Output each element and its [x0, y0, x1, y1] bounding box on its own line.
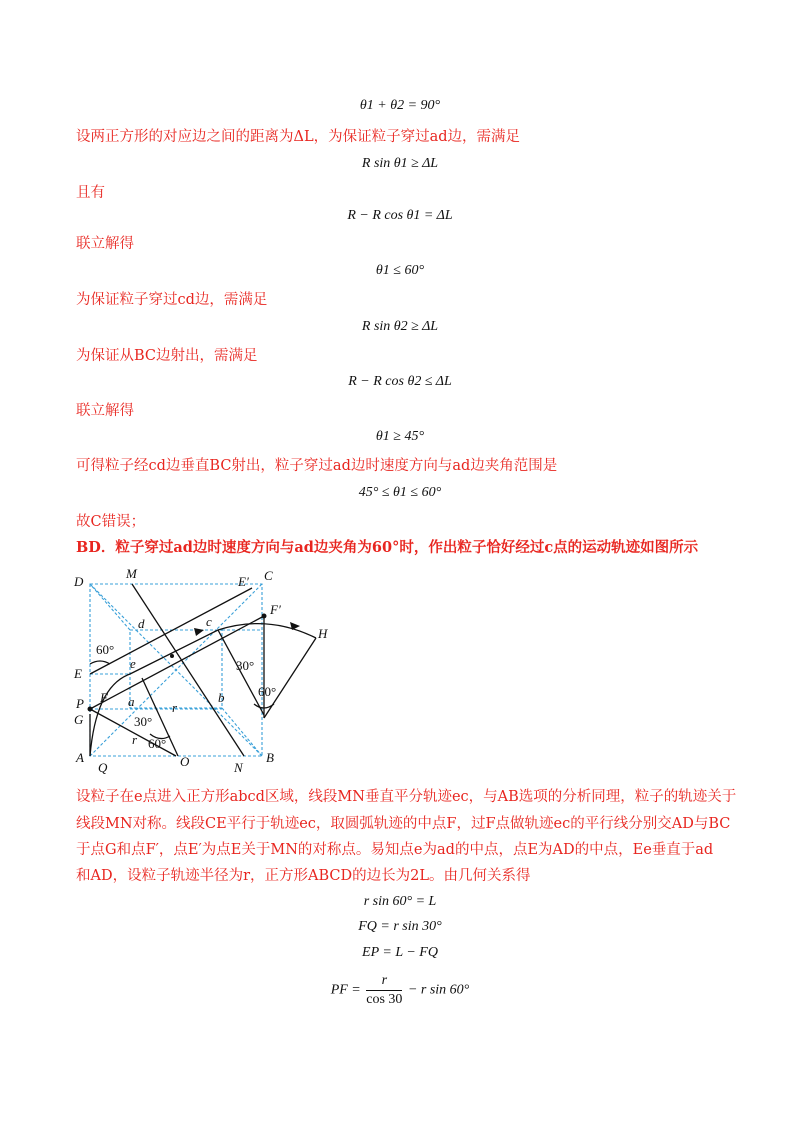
label-c: c — [206, 614, 212, 629]
equation-5: R sin θ2 ≥ ΔL — [361, 319, 439, 334]
label-B: B — [266, 750, 274, 765]
label-e: e — [130, 656, 136, 671]
label-a: a — [128, 694, 135, 709]
equation-4: θ1 ≤ 60° — [375, 263, 425, 278]
label-d: d — [138, 616, 145, 631]
label-r-low: r — [132, 732, 138, 747]
arrow-head-ec — [194, 628, 204, 636]
angle-arc-60-top — [90, 661, 110, 664]
label-E: E — [74, 666, 82, 681]
arc-upper — [218, 624, 316, 638]
equation-11: EP = L − FQ — [362, 945, 438, 960]
paragraph-line-2: 线段MN对称。线段CE平行于轨迹ec，取圆弧轨迹的中点F，过F点做轨迹ec的平行线分别交AD与BC — [76, 816, 731, 832]
label-r-mid: r — [172, 700, 178, 715]
text-line-2: 且有 — [76, 185, 105, 201]
eq12-denominator: cos 30 — [366, 992, 403, 1007]
paragraph-line-3: 于点G和点F′，点E′为点E关于MN的对称点。易知点e为ad的中点，点E为AD的中点，Ee垂直于ad — [76, 842, 714, 858]
eq12-left: PF = — [330, 982, 361, 998]
label-F-prime: F′ — [270, 602, 281, 617]
equation-2: R sin θ1 ≥ ΔL — [361, 156, 439, 171]
point-P — [88, 707, 93, 712]
text-line-1: 设两正方形的对应边之间的距离为ΔL，为保证粒子穿过ad边，需满足 — [76, 129, 521, 145]
text-line-5: 为保证从BC边射出，需满足 — [76, 348, 258, 364]
label-angle-60-top: 60° — [96, 642, 115, 657]
text-line-6: 联立解得 — [76, 403, 134, 419]
dash-d-D — [90, 584, 130, 630]
text-line-7: 可得粒子经cd边垂直BC射出，粒子穿过ad边时速度方向与ad边夹角范围是 — [76, 458, 558, 474]
text-line-3: 联立解得 — [76, 236, 134, 252]
label-M: M — [126, 566, 137, 581]
label-N: N — [234, 760, 243, 775]
paragraph-line-4: 和AD，设粒子轨迹半径为r，正方形ABCD的边长为2L。由几何关系得 — [76, 868, 531, 884]
equation-3: R − R cos θ1 = ΔL — [347, 208, 453, 223]
text-line-8: 故C错误； — [76, 514, 146, 530]
square-abcd — [130, 630, 222, 708]
label-angle-30-left: 30° — [134, 714, 153, 729]
equation-1: θ1 + θ2 = 90° — [359, 98, 441, 113]
point-F-prime — [262, 614, 267, 619]
text-line-9: BD．粒子穿过ad边时速度方向与ad边夹角为60°时，作出粒子恰好经过c点的运动轨迹如图所示 — [76, 539, 699, 556]
label-P: P — [76, 696, 84, 711]
eq12-fraction — [366, 973, 402, 1008]
label-E-prime: E′ — [238, 574, 249, 589]
label-b: b — [218, 690, 225, 705]
eq12-numerator: r — [366, 973, 402, 991]
label-angle-60-low: 60° — [148, 736, 167, 751]
equation-6: R − R cos θ2 ≤ ΔL — [348, 374, 452, 389]
label-Q: Q — [98, 760, 108, 775]
label-C: C — [264, 568, 273, 583]
label-H: H — [318, 626, 328, 641]
line-MN — [132, 584, 244, 756]
label-O: O — [180, 754, 190, 769]
equation-9: r sin 60° = L — [363, 894, 437, 909]
equation-10: FQ = r sin 30° — [358, 919, 442, 934]
label-D: D — [74, 574, 84, 589]
label-G: G — [74, 712, 84, 727]
paragraph-line-1: 设粒子在e点进入正方形abcd区域，线段MN垂直平分轨迹ec，与AB选项的分析同理，粒子的轨迹关于 — [76, 789, 737, 805]
trajectory-ec — [130, 630, 218, 674]
label-A: A — [76, 750, 84, 765]
point-center — [170, 654, 174, 658]
label-angle-60-right: 60° — [258, 684, 277, 699]
equation-8: 45° ≤ θ1 ≤ 60° — [358, 485, 442, 500]
equation-12 — [0, 973, 800, 1013]
solid-lines — [90, 584, 316, 756]
geometry-figure — [68, 566, 348, 776]
line-CE — [90, 588, 255, 674]
arc-lower — [90, 674, 130, 756]
text-line-4: 为保证粒子穿过cd边，需满足 — [76, 292, 268, 308]
eq12-right: − r sin 60° — [407, 982, 470, 998]
equation-7: θ1 ≥ 45° — [375, 429, 425, 444]
label-F: F — [100, 690, 108, 705]
label-angle-30-right: 30° — [236, 658, 255, 673]
